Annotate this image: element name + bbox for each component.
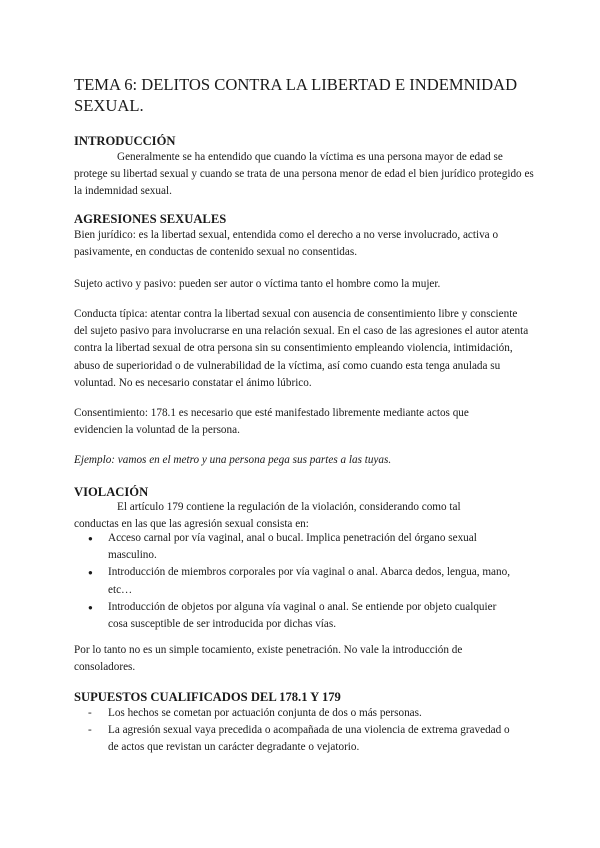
section-heading-violacion: VIOLACIÓN <box>74 485 149 499</box>
list-item: ● Acceso carnal por vía vaginal, anal o bucal. Implica penetración del órgano sexual masculino. <box>86 530 516 564</box>
consentimiento-paragraph: Consentimiento: 178.1 es necesario que esté manifestado libremente mediante actos que evidencien la voluntad de la persona. <box>74 407 469 437</box>
violacion-intro-paragraph: El artículo 179 contiene la regulación de la violación, considerando como tal conductas en las que las agresión sexual consista en: <box>74 501 461 531</box>
section-heading-introduccion: INTRODUCCIÓN <box>74 134 176 148</box>
intro-paragraph: Generalmente se ha entendido que cuando la víctima es una persona mayor de edad se protege su libertad sexual y cuando se trata de una persona menor de edad el bien jurídico protegido es la indemnidad sexual. <box>74 151 534 198</box>
sujeto-paragraph: Sujeto activo y pasivo: pueden ser autor o víctima tanto el hombre como la mujer. <box>74 278 441 290</box>
list-item: ● Introducción de objetos por alguna vía vaginal o anal. Se entiende por objeto cualquier cosa susceptible de ser introducida por dichas vías. <box>86 599 516 633</box>
list-item: ● Introducción de miembros corporales por vía vaginal o anal. Abarca dedos, lengua, mano, etc… <box>86 564 516 598</box>
ejemplo-paragraph: Ejemplo: vamos en el metro y una persona pega sus partes a las tuyas. <box>74 454 392 466</box>
section-heading-supuestos: SUPUESTOS CUALIFICADOS DEL 178.1 Y 179 <box>74 690 341 704</box>
list-item: - Los hechos se cometan por actuación conjunta de dos o más personas. <box>86 705 516 722</box>
bien-juridico-paragraph: Bien jurídico: es la libertad sexual, entendida como el derecho a no verse involucrado, activa o pasivamente, en conductas de contenido sexual no consentidas. <box>74 229 499 259</box>
document-title: TEMA 6: DELITOS CONTRA LA LIBERTAD E INDEMNIDAD SEXUAL. <box>74 75 518 115</box>
conducta-tipica-paragraph: Conducta típica: atentar contra la libertad sexual con ausencia de consentimiento libre y consciente del sujeto pasivo para involucrarse en una relación sexual. En el caso de las agresiones el autor atenta contra la libertad sexual de otra persona sin su consentimiento empleando violencia, intimidación, abuso de superioridad o de vulnerabilidad de la víctima, así como cuando esta tenga anulada su voluntad. No es necesario constatar el ánimo lúbrico. <box>74 308 529 389</box>
section-heading-agresiones: AGRESIONES SEXUALES <box>74 212 227 226</box>
violacion-conclusion-paragraph: Por lo tanto no es un simple tocamiento, existe penetración. No vale la introducción de consoladores. <box>74 644 463 674</box>
violacion-list <box>86 530 516 633</box>
supuestos-list <box>86 705 516 757</box>
list-item: - La agresión sexual vaya precedida o acompañada de una violencia de extrema gravedad o de actos que revistan un carácter degradante o vejatorio. <box>86 722 516 756</box>
